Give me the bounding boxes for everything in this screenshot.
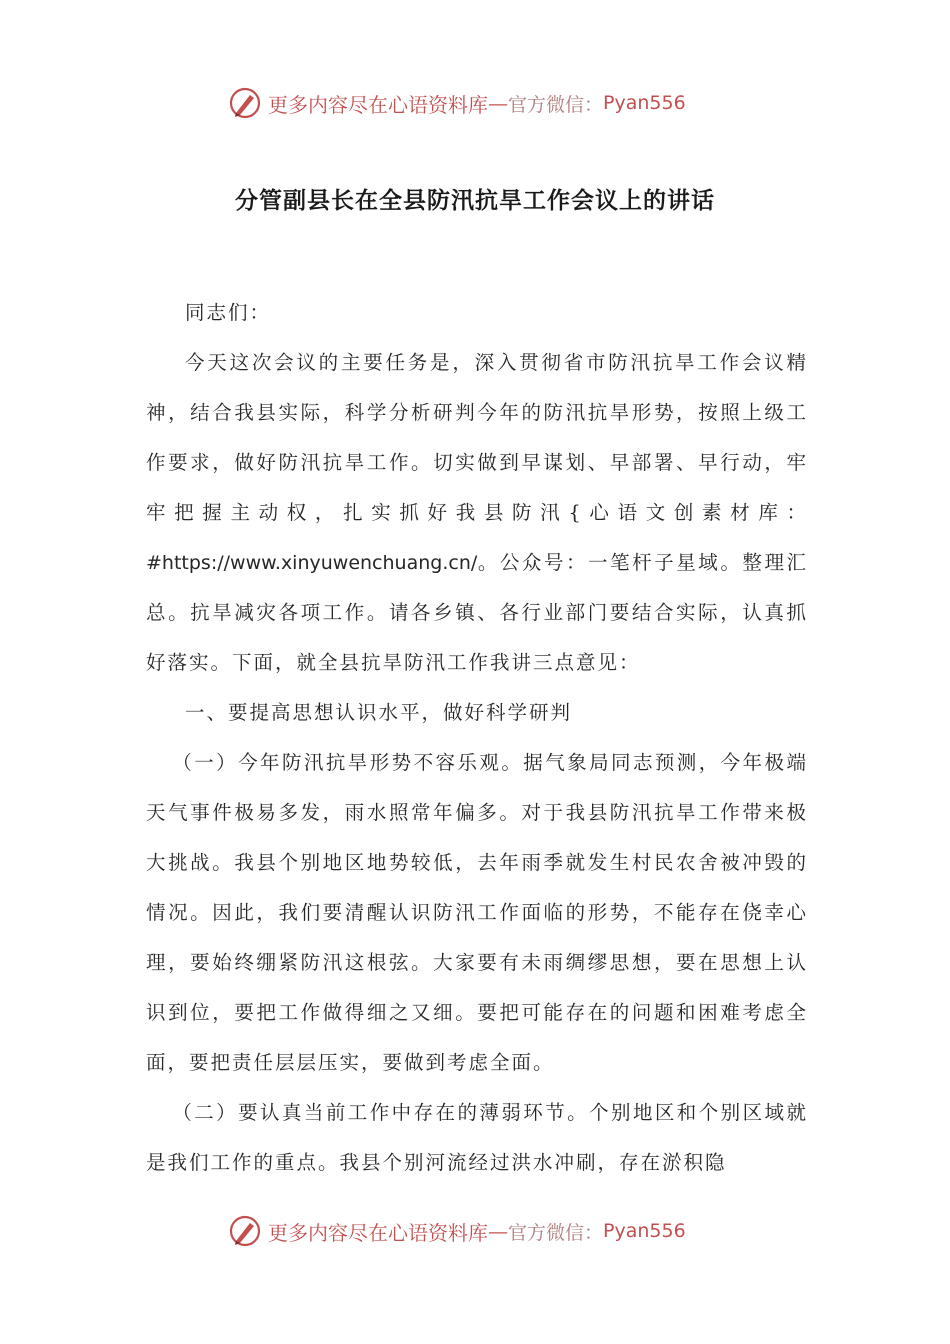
document-title: 分管副县长在全县防汛抗旱工作会议上的讲话: [235, 187, 715, 214]
section-1-heading: 一、要提高思想认识水平，做好科学研判: [185, 701, 573, 724]
greeting: 同志们：: [185, 301, 272, 324]
paragraph-intro: [146, 338, 808, 688]
subsection-1: （一）今年防汛抗旱形势不容乐观。据气象局同志预测，今年极端天气事件极易多发，雨水照常年偏多。对于我县防汛抗旱工作带来极大挑战。我县个别地区地势较低，去年雨季就发生村民农舍被冲毁的情况。因此，我们要清醒认识防汛工作面临的形势，不能存在侥幸心理，要始终绷紧防汛这根弦。大家要有未雨绸缪思想，要在思想上认识到位，要把工作做得细之又细。要把可能存在的问题和困难考虑全面，要把责任层层压实，要做到考虑全面。: [146, 751, 808, 1074]
watermark-wechat-label: 官方微信：: [508, 93, 604, 116]
watermark-text: 更多内容尽在心语资料库: [268, 92, 488, 117]
watermark-dash: —: [488, 1219, 508, 1243]
intro-text-b: 。公众号：一笔杆子星域。整理汇总。抗旱减灾各项工作。请各乡镇、各行业部门要结合实际，认真抓好落实。下面，就全县抗旱防汛工作我讲三点意见：: [146, 551, 808, 674]
pen-logo-icon: [228, 86, 262, 120]
document-body: [146, 288, 808, 1188]
intro-text-a: 今天这次会议的主要任务是，深入贯彻省市防汛抗旱工作会议精神，结合我县实际，科学分析研判今年的防汛抗旱形势，按照上级工作要求，做好防汛抗旱工作。切实做到早谋划、早部署、早行动，牢牢把握主动权，扎实抓好我县防汛{心语文创素材库：: [146, 351, 808, 524]
watermark-wechat-id: Pyan556: [603, 92, 686, 114]
watermark-dash: —: [488, 91, 508, 115]
pen-logo-icon: [228, 1214, 262, 1248]
subsection-2: （二）要认真当前工作中存在的薄弱环节。个别地区和个别区域就是我们工作的重点。我县个别河流经过洪水冲刷，存在淤积隐: [146, 1101, 808, 1174]
watermark-banner-top: [228, 83, 686, 123]
intro-url: #https://www.xinyuwenchuang.cn/: [146, 552, 478, 574]
watermark-text: 更多内容尽在心语资料库: [268, 1220, 488, 1245]
watermark-wechat-id: Pyan556: [603, 1220, 686, 1242]
watermark-wechat-label: 官方微信：: [508, 1221, 604, 1244]
watermark-banner-bottom: [228, 1211, 686, 1251]
